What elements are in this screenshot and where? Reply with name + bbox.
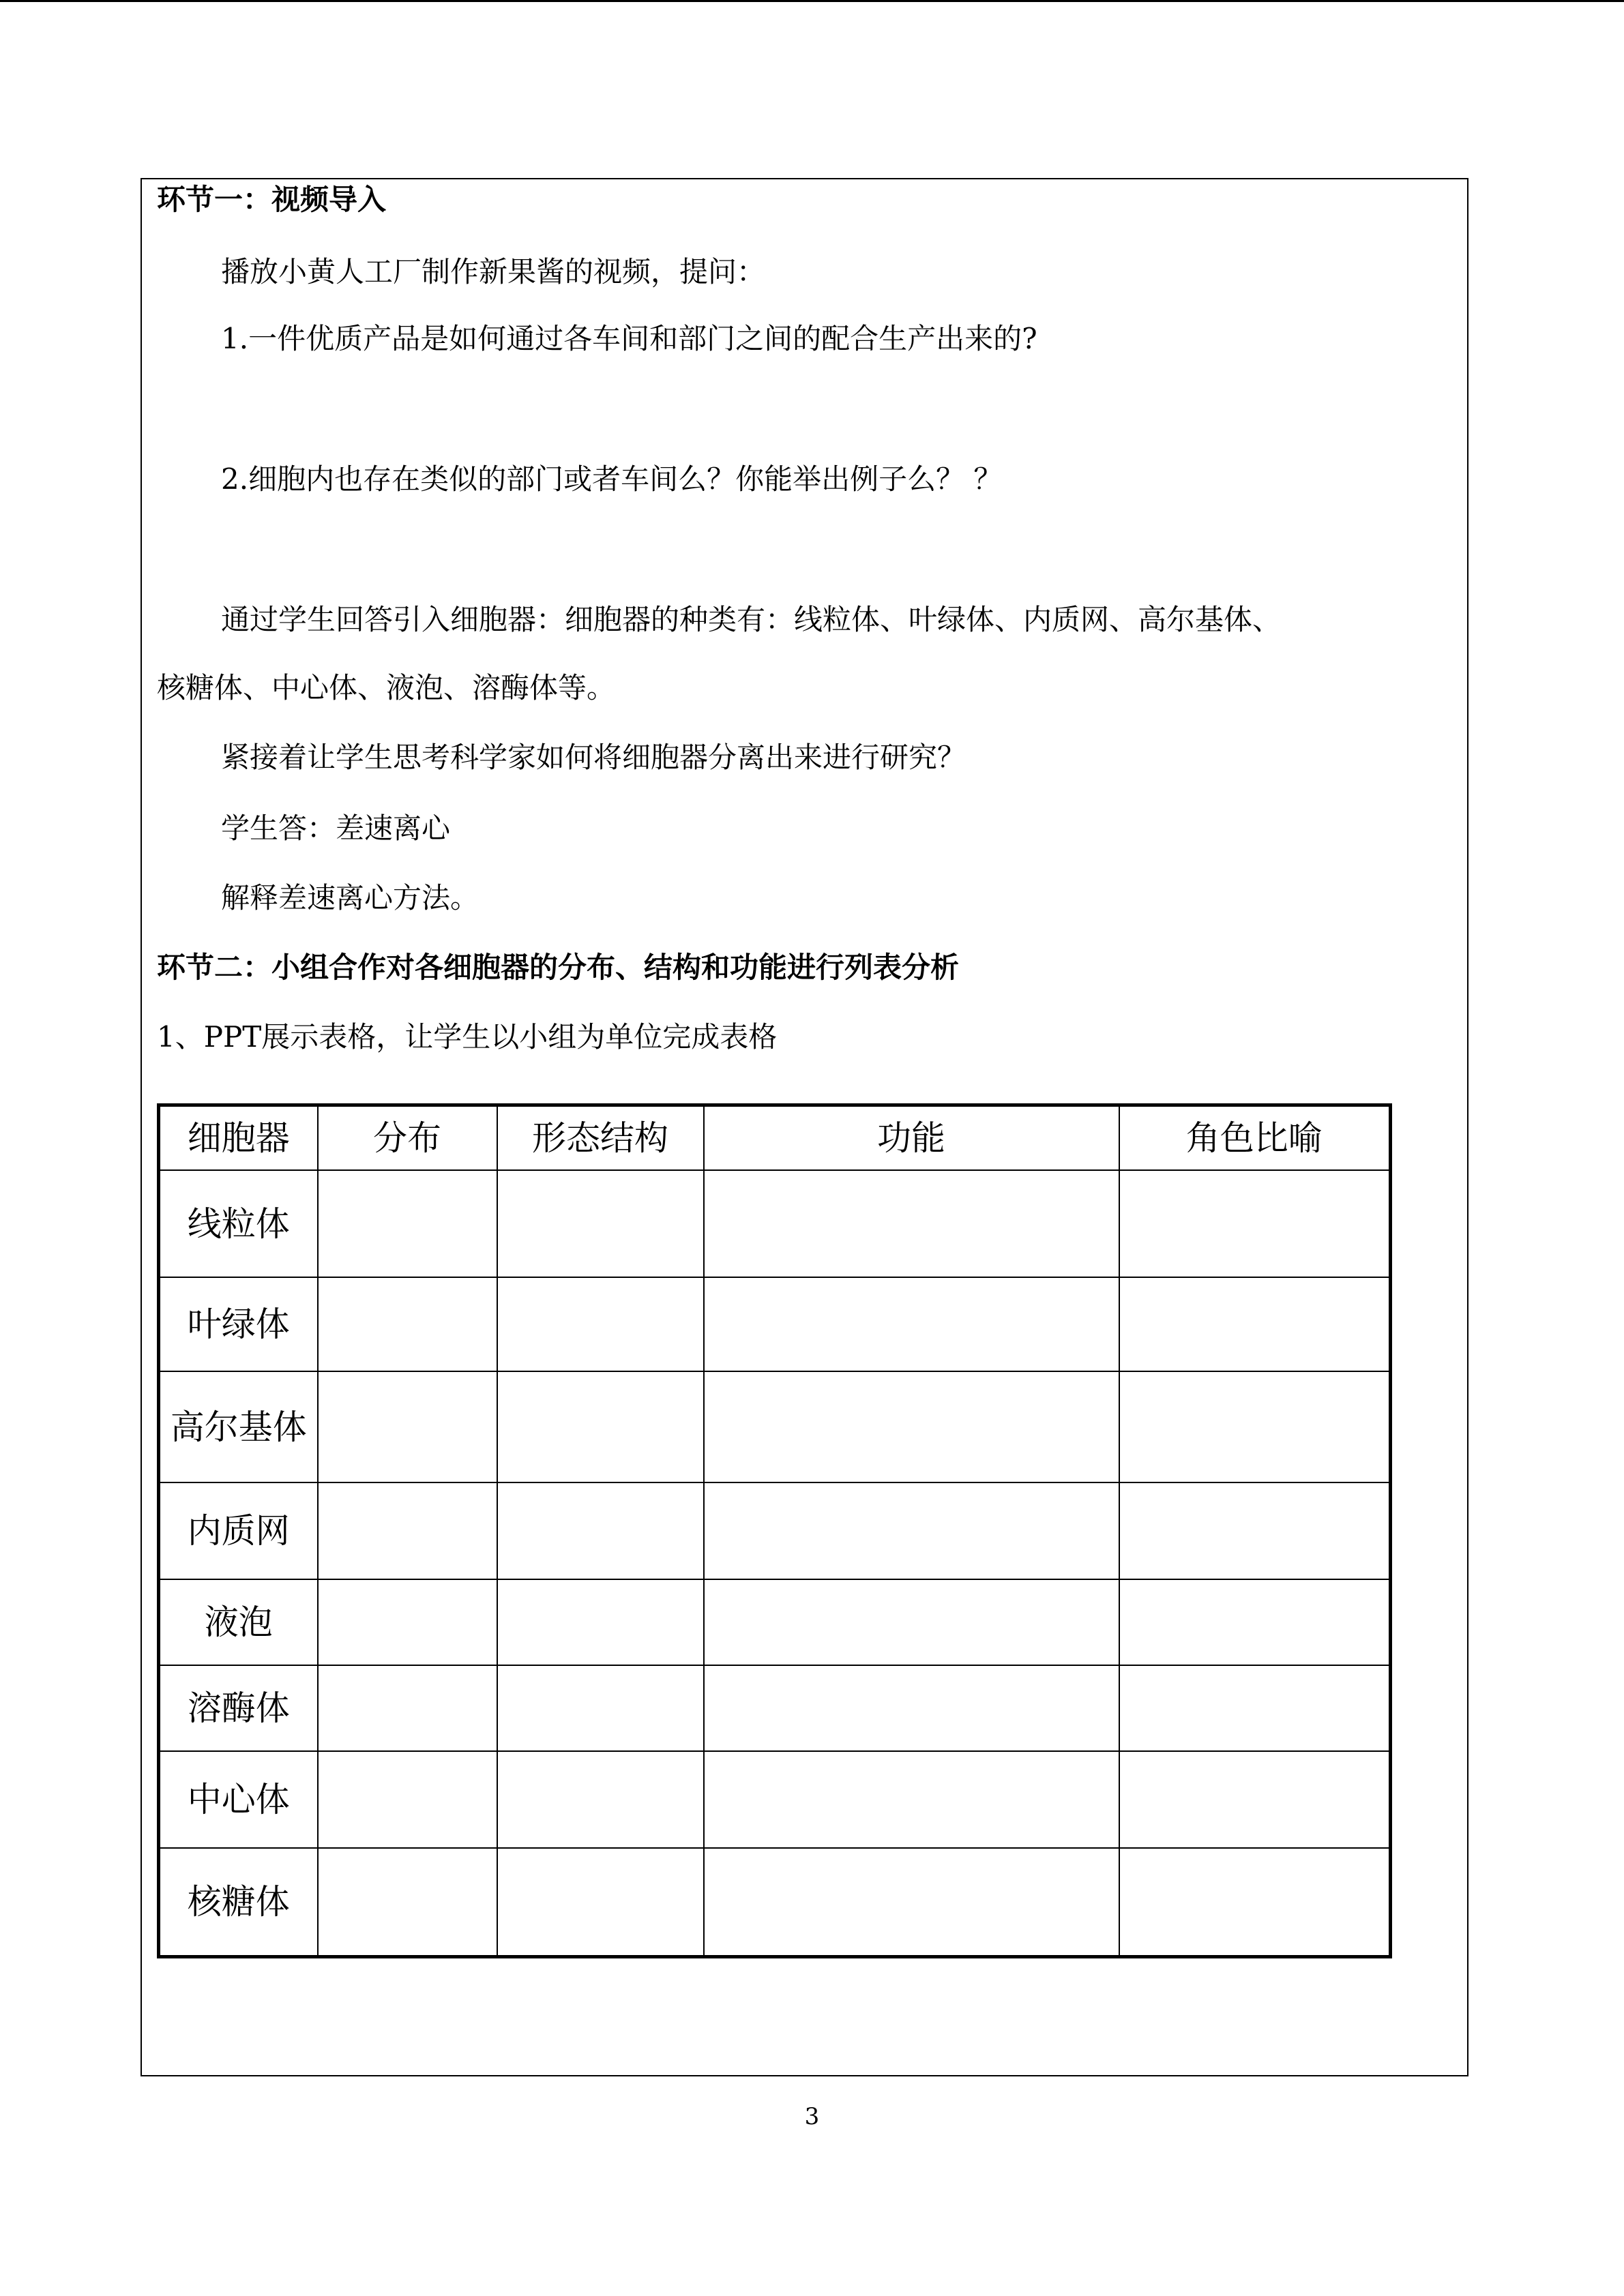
table-cell [318, 1170, 497, 1277]
table-cell [1119, 1482, 1391, 1579]
table-header-row [159, 1105, 1391, 1171]
organelle-intro-line1: 通过学生回答引入细胞器：细胞器的种类有：线粒体、叶绿体、内质网、高尔基体、 [221, 603, 1282, 636]
table-cell [497, 1751, 704, 1848]
row-label-golgi: 高尔基体 [159, 1371, 318, 1482]
table-cell [1119, 1665, 1391, 1751]
top-rule [0, 0, 1624, 2]
table-cell [704, 1848, 1119, 1956]
table-cell [704, 1482, 1119, 1579]
header-distribution: 分布 [318, 1105, 497, 1171]
table-cell [318, 1277, 497, 1371]
row-label-er: 内质网 [159, 1482, 318, 1579]
table-row [159, 1579, 1391, 1665]
table-cell [1119, 1371, 1391, 1482]
table-row [159, 1751, 1391, 1848]
table-cell [497, 1277, 704, 1371]
header-morphology: 形态结构 [497, 1105, 704, 1171]
table-cell [704, 1579, 1119, 1665]
table-cell [318, 1371, 497, 1482]
table-cell [1119, 1277, 1391, 1371]
table-cell [704, 1277, 1119, 1371]
organelle-table [157, 1103, 1392, 1958]
table-cell [497, 1170, 704, 1277]
section2-heading: 环节二：小组合作对各细胞器的分布、结构和功能进行列表分析 [157, 951, 960, 984]
table-cell [704, 1371, 1119, 1482]
table-cell [497, 1371, 704, 1482]
student-answer: 学生答：差速离心 [221, 811, 451, 845]
section1-heading: 环节一：视频导入 [157, 183, 387, 216]
header-function: 功能 [704, 1105, 1119, 1171]
table-cell [318, 1482, 497, 1579]
table-cell [704, 1665, 1119, 1751]
row-label-chloroplast: 叶绿体 [159, 1277, 318, 1371]
table-row [159, 1848, 1391, 1956]
page-number: 3 [804, 2103, 820, 2130]
header-metaphor: 角色比喻 [1119, 1105, 1391, 1171]
separation-question: 紧接着让学生思考科学家如何将细胞器分离出来进行研究？ [221, 741, 966, 774]
organelle-intro-line2: 核糖体、中心体、液泡、溶酶体等。 [157, 671, 616, 704]
table-cell [497, 1665, 704, 1751]
table-row [159, 1170, 1391, 1277]
table-cell [497, 1848, 704, 1956]
table-cell [318, 1579, 497, 1665]
table-row [159, 1277, 1391, 1371]
table-cell [497, 1482, 704, 1579]
table-row [159, 1371, 1391, 1482]
table-cell [704, 1170, 1119, 1277]
row-label-centrosome: 中心体 [159, 1751, 318, 1848]
row-label-mitochondria: 线粒体 [159, 1170, 318, 1277]
row-label-lysosome: 溶酶体 [159, 1665, 318, 1751]
question-1: 1.一件优质产品是如何通过各车间和部门之间的配合生产出来的? [221, 322, 1037, 355]
table-cell [318, 1751, 497, 1848]
section2-item1: 1、PPT展示表格，让学生以小组为单位完成表格 [157, 1020, 778, 1054]
table-cell [318, 1665, 497, 1751]
table-row [159, 1482, 1391, 1579]
table-cell [1119, 1751, 1391, 1848]
table-row [159, 1665, 1391, 1751]
table-cell [704, 1751, 1119, 1848]
header-organelle: 细胞器 [159, 1105, 318, 1171]
table-cell [1119, 1170, 1391, 1277]
row-label-vacuole: 液泡 [159, 1579, 318, 1665]
section1-intro: 播放小黄人工厂制作新果酱的视频，提问： [221, 255, 766, 288]
method-explanation: 解释差速离心方法。 [221, 881, 479, 914]
table-cell [497, 1579, 704, 1665]
row-label-ribosome: 核糖体 [159, 1848, 318, 1956]
table-cell [1119, 1848, 1391, 1956]
table-cell [318, 1848, 497, 1956]
question-2: 2.细胞内也存在类似的部门或者车间么？你能举出例子么？ ？ [221, 462, 1003, 496]
table-cell [1119, 1579, 1391, 1665]
